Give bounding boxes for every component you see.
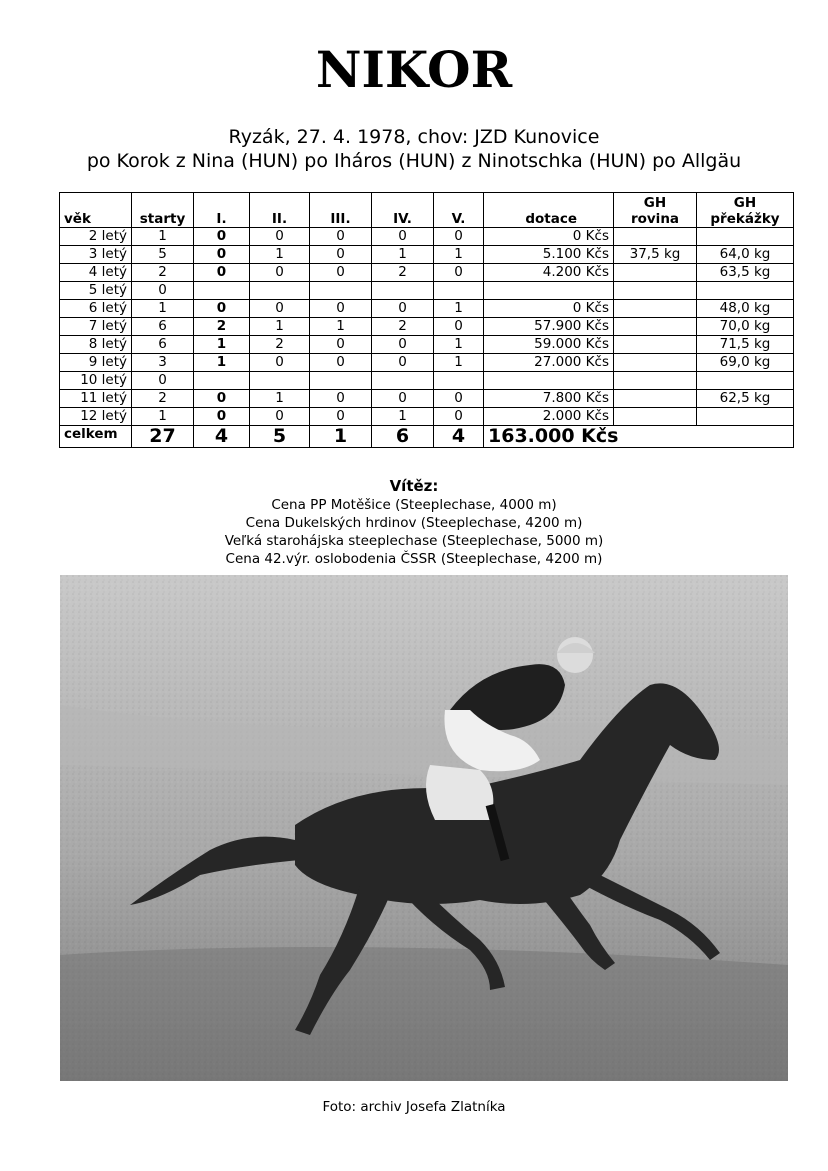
win-item: Veľká starohájska steeplechase (Steeplechase, 5000 m) (224, 533, 604, 549)
second-place-cell: 1 (250, 246, 310, 264)
col-header-age: věk (60, 193, 132, 228)
gh-flat-cell (614, 372, 697, 390)
col-header-fifth: V. (434, 193, 484, 228)
prize-cell: 57.900 Kčs (484, 318, 614, 336)
col-header-prize: dotace (484, 193, 614, 228)
starts-cell: 0 (132, 372, 194, 390)
fourth-place-cell (372, 372, 434, 390)
gh-flat-cell (614, 300, 697, 318)
total-starts: 27 (132, 426, 194, 448)
total-prize: 163.000 Kčs (484, 426, 794, 448)
age-cell: 5 letý (60, 282, 132, 300)
race-stats-table (59, 192, 794, 448)
first-place-cell (194, 282, 250, 300)
fourth-place-cell: 0 (372, 354, 434, 372)
prize-cell (484, 372, 614, 390)
age-cell: 10 letý (60, 372, 132, 390)
age-cell: 8 letý (60, 336, 132, 354)
gh-flat-cell (614, 318, 697, 336)
gh-flat-cell (614, 408, 697, 426)
second-place-cell (250, 372, 310, 390)
horse-details: Ryzák, 27. 4. 1978, chov: JZD Kunovice (228, 126, 600, 148)
third-place-cell: 0 (310, 264, 372, 282)
col-header-gh-jump (697, 193, 794, 228)
total-second: 5 (250, 426, 310, 448)
total-row (60, 426, 794, 448)
wins-section (0, 477, 828, 568)
age-cell: 4 letý (60, 264, 132, 282)
table-row (60, 300, 794, 318)
gh-jump-cell (697, 228, 794, 246)
gh-flat-line1: GH (643, 195, 667, 211)
gh-jump-cell (697, 408, 794, 426)
table-row (60, 372, 794, 390)
first-place-cell: 0 (194, 264, 250, 282)
starts-cell: 6 (132, 318, 194, 336)
col-header-first: I. (194, 193, 250, 228)
table-row (60, 318, 794, 336)
first-place-cell: 0 (194, 300, 250, 318)
win-item: Cena PP Motěšice (Steeplechase, 4000 m) (271, 497, 557, 513)
table-row (60, 336, 794, 354)
prize-cell: 0 Kčs (484, 300, 614, 318)
first-place-cell: 0 (194, 390, 250, 408)
prize-cell: 7.800 Kčs (484, 390, 614, 408)
prize-cell: 59.000 Kčs (484, 336, 614, 354)
starts-cell: 6 (132, 336, 194, 354)
pedigree-line: po Korok z Nina (HUN) po Iháros (HUN) z Ninotschka (HUN) po Allgäu (86, 150, 742, 172)
fourth-place-cell: 2 (372, 264, 434, 282)
second-place-cell: 1 (250, 318, 310, 336)
gh-jump-cell: 48,0 kg (697, 300, 794, 318)
starts-cell: 2 (132, 264, 194, 282)
total-fifth: 4 (434, 426, 484, 448)
fifth-place-cell: 0 (434, 264, 484, 282)
first-place-cell: 1 (194, 336, 250, 354)
first-place-cell: 0 (194, 246, 250, 264)
col-header-second: II. (250, 193, 310, 228)
gh-flat-cell (614, 336, 697, 354)
first-place-cell: 0 (194, 228, 250, 246)
prize-cell: 2.000 Kčs (484, 408, 614, 426)
fourth-place-cell: 0 (372, 300, 434, 318)
photo-caption: Foto: archiv Josefa Zlatníka (322, 1099, 506, 1115)
age-cell: 11 letý (60, 390, 132, 408)
prize-cell (484, 282, 614, 300)
table-row (60, 354, 794, 372)
prize-cell: 5.100 Kčs (484, 246, 614, 264)
gh-jump-cell: 71,5 kg (697, 336, 794, 354)
total-first: 4 (194, 426, 250, 448)
table-row (60, 228, 794, 246)
fifth-place-cell: 1 (434, 246, 484, 264)
total-third: 1 (310, 426, 372, 448)
third-place-cell: 0 (310, 390, 372, 408)
third-place-cell: 0 (310, 228, 372, 246)
first-place-cell (194, 372, 250, 390)
age-cell: 9 letý (60, 354, 132, 372)
fourth-place-cell: 1 (372, 246, 434, 264)
third-place-cell: 0 (310, 336, 372, 354)
gh-jump-cell: 63,5 kg (697, 264, 794, 282)
starts-cell: 1 (132, 408, 194, 426)
fifth-place-cell (434, 372, 484, 390)
fifth-place-cell: 0 (434, 318, 484, 336)
win-item: Cena 42.výr. oslobodenia ČSSR (Steeplechase, 4200 m) (225, 551, 603, 567)
third-place-cell: 1 (310, 318, 372, 336)
fifth-place-cell (434, 282, 484, 300)
gh-flat-cell (614, 228, 697, 246)
second-place-cell: 0 (250, 300, 310, 318)
prize-cell: 0 Kčs (484, 228, 614, 246)
col-header-third: III. (310, 193, 372, 228)
table-row (60, 390, 794, 408)
second-place-cell: 0 (250, 228, 310, 246)
first-place-cell: 2 (194, 318, 250, 336)
wins-heading: Vítěz: (389, 477, 439, 495)
gh-jump-line2: překážky (710, 211, 780, 227)
age-cell: 2 letý (60, 228, 132, 246)
gh-flat-line2: rovina (630, 211, 680, 227)
starts-cell: 1 (132, 300, 194, 318)
fourth-place-cell: 0 (372, 390, 434, 408)
total-label: celkem (60, 426, 132, 448)
gh-jump-cell (697, 372, 794, 390)
first-place-cell: 0 (194, 408, 250, 426)
win-item: Cena Dukelských hrdinov (Steeplechase, 4200 m) (245, 515, 583, 531)
starts-cell: 0 (132, 282, 194, 300)
second-place-cell: 2 (250, 336, 310, 354)
fourth-place-cell (372, 282, 434, 300)
fifth-place-cell: 1 (434, 354, 484, 372)
age-cell: 7 letý (60, 318, 132, 336)
table-body (60, 228, 794, 448)
second-place-cell: 0 (250, 408, 310, 426)
gh-flat-cell (614, 390, 697, 408)
gh-jump-line1: GH (733, 195, 757, 211)
second-place-cell (250, 282, 310, 300)
fifth-place-cell: 1 (434, 300, 484, 318)
prize-cell: 27.000 Kčs (484, 354, 614, 372)
gh-jump-cell: 69,0 kg (697, 354, 794, 372)
second-place-cell: 0 (250, 354, 310, 372)
page-title: NIKOR (315, 40, 513, 99)
gh-jump-cell: 64,0 kg (697, 246, 794, 264)
table-row (60, 282, 794, 300)
third-place-cell: 0 (310, 354, 372, 372)
total-fourth: 6 (372, 426, 434, 448)
gh-flat-cell (614, 282, 697, 300)
starts-cell: 5 (132, 246, 194, 264)
second-place-cell: 0 (250, 264, 310, 282)
fourth-place-cell: 1 (372, 408, 434, 426)
third-place-cell (310, 372, 372, 390)
age-cell: 3 letý (60, 246, 132, 264)
table-row (60, 246, 794, 264)
third-place-cell: 0 (310, 300, 372, 318)
fourth-place-cell: 0 (372, 336, 434, 354)
gh-flat-cell (614, 264, 697, 282)
fifth-place-cell: 0 (434, 390, 484, 408)
second-place-cell: 1 (250, 390, 310, 408)
third-place-cell: 0 (310, 246, 372, 264)
fifth-place-cell: 0 (434, 408, 484, 426)
fifth-place-cell: 1 (434, 336, 484, 354)
age-cell: 6 letý (60, 300, 132, 318)
gh-flat-cell: 37,5 kg (614, 246, 697, 264)
starts-cell: 1 (132, 228, 194, 246)
third-place-cell: 0 (310, 408, 372, 426)
gh-jump-cell: 62,5 kg (697, 390, 794, 408)
starts-cell: 2 (132, 390, 194, 408)
col-header-gh-flat (614, 193, 697, 228)
starts-cell: 3 (132, 354, 194, 372)
gh-jump-cell (697, 282, 794, 300)
col-header-starts: starty (132, 193, 194, 228)
gh-jump-cell: 70,0 kg (697, 318, 794, 336)
col-header-fourth: IV. (372, 193, 434, 228)
table-header-row (60, 193, 794, 228)
fifth-place-cell: 0 (434, 228, 484, 246)
age-cell: 12 letý (60, 408, 132, 426)
table-row (60, 264, 794, 282)
first-place-cell: 1 (194, 354, 250, 372)
racehorse-photo (60, 575, 788, 1081)
gh-flat-cell (614, 354, 697, 372)
prize-cell: 4.200 Kčs (484, 264, 614, 282)
table-row (60, 408, 794, 426)
third-place-cell (310, 282, 372, 300)
fourth-place-cell: 2 (372, 318, 434, 336)
fourth-place-cell: 0 (372, 228, 434, 246)
